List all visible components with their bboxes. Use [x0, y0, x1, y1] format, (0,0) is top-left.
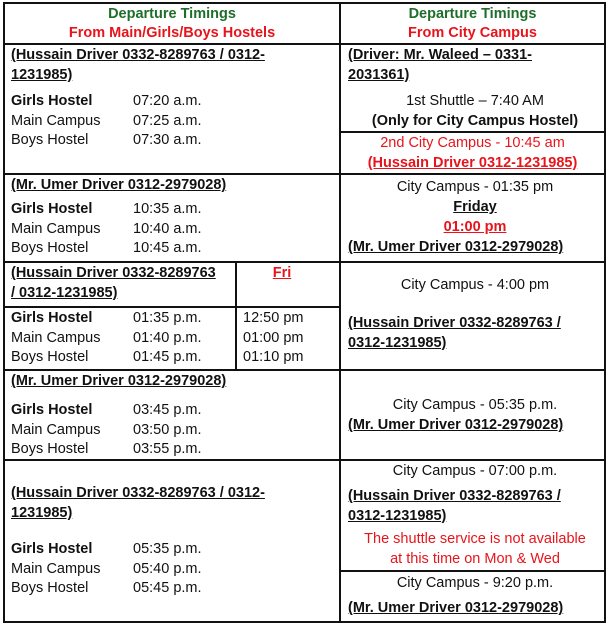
stop-time: 07:25 a.m.	[133, 112, 202, 129]
stop-name: Boys Hostel	[11, 132, 89, 148]
right-header-title: Departure Timings	[408, 6, 537, 22]
left-block-1035	[11, 175, 337, 259]
stop-row	[11, 309, 235, 329]
driver-line: (Mr. Umer Driver 0312-2979028)	[348, 239, 564, 255]
stop-row	[11, 579, 337, 599]
driver-line: / 0312-1231985)	[11, 285, 118, 301]
right-block-second-shuttle	[341, 133, 604, 173]
driver-line: 0312-1231985)	[348, 508, 447, 524]
friday-label: Friday	[453, 199, 497, 215]
stop-row	[11, 329, 235, 349]
departure-time: City Campus - 4:00 pm	[400, 277, 550, 293]
fri-time: 12:50 pm	[243, 310, 304, 326]
friday-time: 01:00 pm	[443, 219, 507, 235]
driver-line: (Mr. Umer Driver 0312-2979028)	[348, 600, 564, 616]
left-block-morning	[11, 45, 337, 151]
stop-time: 01:45 p.m.	[133, 349, 202, 365]
left-header	[5, 5, 339, 43]
driver-line: 2031361)	[348, 67, 410, 83]
right-row-divider	[339, 570, 606, 572]
stop-time: 10:35 a.m.	[133, 201, 202, 217]
stop-row	[11, 421, 337, 441]
driver-line: (Hussain Driver 0332-8289763	[11, 265, 216, 281]
border-top	[3, 2, 606, 4]
departure-time: City Campus - 07:00 p.m.	[392, 463, 558, 479]
left-header-title: Departure Timings	[108, 6, 236, 22]
notice-text: The shuttle service is not available	[364, 531, 586, 547]
stop-name: Boys Hostel	[11, 349, 89, 365]
stop-name: Main Campus	[11, 220, 101, 237]
stop-name: Girls Hostel	[11, 93, 93, 109]
left-block-0535	[11, 483, 337, 599]
stop-name: Main Campus	[11, 329, 101, 346]
stop-time: 03:55 p.m.	[133, 441, 202, 457]
stop-name: Girls Hostel	[11, 402, 93, 418]
column-divider	[339, 2, 341, 623]
stop-time: 05:35 p.m.	[133, 541, 202, 557]
stop-row	[11, 112, 337, 132]
stop-time: 10:45 a.m.	[133, 240, 202, 256]
border-bottom	[3, 621, 606, 623]
right-block-0135	[348, 177, 602, 257]
stop-time: 07:20 a.m.	[133, 93, 202, 109]
stop-name: Girls Hostel	[11, 310, 93, 326]
driver-line: 1231985)	[11, 505, 73, 521]
driver-line: (Mr. Umer Driver 0312-2979028)	[11, 373, 227, 389]
stop-row	[11, 440, 337, 460]
stop-time: 01:40 p.m.	[133, 329, 202, 346]
stop-row	[11, 131, 337, 151]
stop-row	[11, 348, 235, 368]
stop-time: 03:50 p.m.	[133, 421, 202, 438]
fri-subdivider	[3, 306, 341, 308]
stop-row	[11, 200, 337, 220]
departure-time: City Campus - 01:35 pm	[396, 179, 554, 195]
stop-time: 03:45 p.m.	[133, 402, 202, 418]
border-right	[604, 2, 606, 623]
departure-time: 2nd City Campus - 10:45 am	[380, 135, 565, 151]
departure-time: City Campus - 9:20 p.m.	[396, 575, 554, 591]
left-block-0345	[11, 371, 337, 460]
right-block-0400	[348, 275, 602, 353]
stop-row	[11, 220, 337, 240]
right-header-subtitle: From City Campus	[408, 25, 537, 41]
left-block-0135-stops	[11, 309, 235, 368]
fri-label: Fri	[272, 265, 292, 281]
fri-time: 01:00 pm	[243, 329, 304, 346]
driver-line: (Hussain Driver 0332-8289763 /	[348, 488, 561, 504]
stop-row	[11, 239, 337, 259]
stop-row	[11, 401, 337, 421]
driver-line: (Mr. Umer Driver 0312-2979028)	[11, 177, 227, 193]
stop-name: Girls Hostel	[11, 541, 93, 557]
driver-line: 0312-1231985)	[348, 335, 447, 351]
stop-name: Boys Hostel	[11, 580, 89, 596]
right-block-first-shuttle	[348, 45, 602, 131]
right-block-0700	[348, 461, 602, 569]
driver-line: (Driver: Mr. Waleed – 0331-	[348, 47, 533, 63]
driver-line: (Mr. Umer Driver 0312-2979028)	[348, 417, 564, 433]
stop-name: Boys Hostel	[11, 441, 89, 457]
stop-row	[11, 540, 337, 560]
driver-line: (Hussain Driver 0332-8289763 /	[348, 315, 561, 331]
departure-note: (Only for City Campus Hostel)	[371, 113, 579, 129]
stop-time: 05:45 p.m.	[133, 580, 202, 596]
stop-time: 07:30 a.m.	[133, 132, 202, 148]
fri-times	[243, 309, 337, 368]
stop-name: Main Campus	[11, 112, 101, 129]
stop-time: 10:40 a.m.	[133, 220, 202, 237]
driver-line: (Hussain Driver 0332-8289763 / 0312-	[11, 485, 265, 501]
right-header	[341, 5, 604, 43]
right-block-0920	[348, 573, 602, 618]
stop-name: Boys Hostel	[11, 240, 89, 256]
stop-row	[11, 92, 337, 112]
departure-time: 1st Shuttle – 7:40 AM	[406, 93, 544, 109]
stop-time: 01:35 p.m.	[133, 310, 202, 326]
fri-label-cell	[237, 263, 327, 283]
driver-line: 1231985)	[11, 67, 73, 83]
stop-name: Main Campus	[11, 421, 101, 438]
stop-name: Girls Hostel	[11, 201, 93, 217]
driver-line: (Hussain Driver 0332-8289763 / 0312-	[11, 47, 265, 63]
departure-time: City Campus - 05:35 p.m.	[392, 397, 558, 413]
left-block-0135-driver	[11, 263, 235, 303]
border-left	[3, 2, 5, 623]
right-block-0535	[348, 395, 602, 435]
left-header-subtitle: From Main/Girls/Boys Hostels	[68, 25, 276, 41]
driver-line: (Hussain Driver 0312-1231985)	[367, 155, 578, 171]
stop-name: Main Campus	[11, 560, 101, 577]
notice-text: at this time on Mon & Wed	[390, 551, 560, 567]
stop-row	[11, 560, 337, 580]
fri-time: 01:10 pm	[243, 349, 304, 365]
stop-time: 05:40 p.m.	[133, 560, 202, 577]
